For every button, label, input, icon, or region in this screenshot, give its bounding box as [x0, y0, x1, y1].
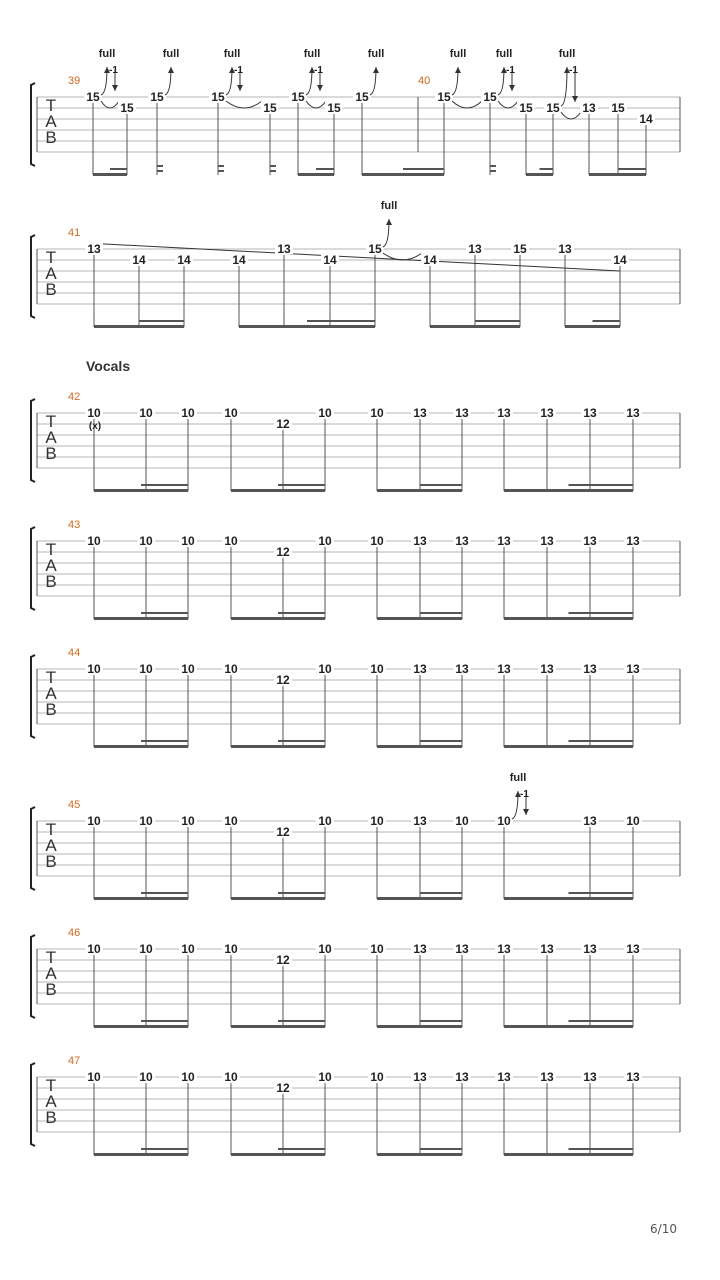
beam — [565, 325, 620, 328]
tab-clef-letter: A — [45, 684, 57, 703]
tab-clef-letter: B — [45, 572, 57, 591]
system-bracket — [31, 83, 35, 166]
fret-number: 10 — [224, 942, 238, 956]
beam — [231, 617, 325, 620]
tie-arc — [561, 112, 581, 119]
fret-number: 15 — [150, 90, 164, 104]
fret-number: 13 — [626, 406, 640, 420]
measure-number: 42 — [68, 391, 81, 403]
beam-secondary — [420, 1148, 463, 1150]
beam — [589, 173, 646, 176]
beam-secondary — [420, 1020, 463, 1022]
tie-arc — [498, 101, 518, 108]
fret-number: 10 — [181, 814, 195, 828]
note-flag — [490, 165, 496, 167]
tab-clef-letter: A — [45, 264, 57, 283]
fret-number: 13 — [540, 942, 554, 956]
fret-number: 10 — [139, 662, 153, 676]
tab-clef-letter: B — [45, 280, 57, 299]
fret-number: 13 — [540, 406, 554, 420]
system-bracket — [31, 807, 35, 890]
fret-number: 15 — [368, 242, 382, 256]
beam-secondary — [141, 892, 188, 894]
release-amount: -1 — [109, 65, 118, 76]
bend-amount: full — [495, 48, 513, 60]
measure-number: 43 — [68, 519, 81, 531]
fret-number: 13 — [583, 406, 597, 420]
fret-number: 13 — [540, 662, 554, 676]
tab-clef-letter: A — [45, 836, 57, 855]
beam-secondary — [139, 320, 184, 322]
beam — [377, 489, 462, 492]
fret-number: 10 — [370, 534, 384, 548]
fret-number: 10 — [139, 942, 153, 956]
beam — [298, 173, 334, 176]
beam — [504, 745, 633, 748]
beam — [504, 1153, 633, 1156]
fret-number: 13 — [413, 814, 427, 828]
measure-number: 39 — [68, 75, 81, 87]
bend-arrowhead — [386, 219, 392, 225]
tab-clef-letter: T — [45, 248, 57, 267]
tab-clef-letter: B — [45, 852, 57, 871]
measure-number: 47 — [68, 1055, 81, 1067]
beam-secondary — [403, 168, 444, 170]
bend-amount: full — [558, 48, 576, 60]
beam — [94, 1025, 188, 1028]
note-flag — [270, 165, 276, 167]
fret-number: 10 — [497, 814, 511, 828]
measure-number: 46 — [68, 927, 81, 939]
beam — [231, 897, 325, 900]
beam-secondary — [569, 484, 634, 486]
beam-secondary — [278, 484, 325, 486]
fret-number: 13 — [497, 662, 511, 676]
fret-number: 12 — [276, 417, 290, 431]
fret-number: 10 — [626, 814, 640, 828]
release-arrowhead — [112, 85, 118, 91]
bend-arrowhead — [168, 67, 174, 73]
fret-number: 10 — [87, 942, 101, 956]
fret-number: 13 — [626, 942, 640, 956]
beam — [231, 1025, 325, 1028]
beam — [377, 1025, 462, 1028]
beam-secondary — [593, 320, 621, 322]
beam-secondary — [141, 484, 188, 486]
fret-number: 10 — [224, 662, 238, 676]
dead-note-marker: (x) — [88, 421, 102, 432]
fret-number: 15 — [483, 90, 497, 104]
beam — [504, 1025, 633, 1028]
tie-arc — [101, 101, 119, 108]
beam-secondary — [540, 168, 554, 170]
beam-secondary — [278, 1020, 325, 1022]
fret-number: 10 — [87, 662, 101, 676]
tie-arc — [226, 101, 262, 108]
release-arrowhead — [509, 85, 515, 91]
beam — [377, 617, 462, 620]
fret-number: 10 — [370, 1070, 384, 1084]
tab-clef-letter: A — [45, 1092, 57, 1111]
tab-clef-letter: T — [45, 668, 57, 687]
fret-number: 12 — [276, 953, 290, 967]
fret-number: 14 — [323, 253, 337, 267]
note-flag — [270, 170, 276, 172]
beam — [94, 325, 184, 328]
tie-arc — [306, 101, 326, 108]
fret-number: 13 — [468, 242, 482, 256]
beam — [504, 617, 633, 620]
fret-number: 14 — [177, 253, 191, 267]
fret-number: 15 — [355, 90, 369, 104]
beam-secondary — [420, 484, 463, 486]
fret-number: 13 — [583, 1070, 597, 1084]
fret-number: 10 — [224, 814, 238, 828]
tab-clef-letter: A — [45, 556, 57, 575]
tab-clef-letter: A — [45, 112, 57, 131]
fret-number: 13 — [582, 101, 596, 115]
bend-amount: full — [162, 48, 180, 60]
fret-number: 13 — [455, 662, 469, 676]
bend-amount: full — [98, 48, 116, 60]
fret-number: 10 — [181, 662, 195, 676]
fret-number: 13 — [626, 1070, 640, 1084]
fret-number: 10 — [139, 406, 153, 420]
measure-number: 40 — [418, 75, 431, 87]
beam-secondary — [420, 892, 463, 894]
fret-number: 10 — [455, 814, 469, 828]
release-amount: -1 — [234, 65, 243, 76]
system-bracket — [31, 655, 35, 738]
bend-amount: full — [380, 200, 398, 212]
note-flag — [218, 170, 224, 172]
tab-clef-letter: T — [45, 820, 57, 839]
release-amount: -1 — [314, 65, 323, 76]
fret-number: 15 — [546, 101, 560, 115]
fret-number: 13 — [497, 534, 511, 548]
fret-number: 10 — [318, 534, 332, 548]
fret-number: 13 — [583, 942, 597, 956]
beam-secondary — [278, 612, 325, 614]
beam-secondary — [278, 740, 325, 742]
fret-number: 15 — [327, 101, 341, 115]
fret-number: 14 — [232, 253, 246, 267]
slide-line — [86, 243, 620, 271]
fret-number: 10 — [318, 1070, 332, 1084]
system-bracket — [31, 935, 35, 1018]
bend-amount: full — [509, 772, 527, 784]
fret-number: 13 — [413, 406, 427, 420]
system-bracket — [31, 1063, 35, 1146]
tab-clef-letter: T — [45, 412, 57, 431]
system-bracket — [31, 235, 35, 318]
fret-number: 13 — [558, 242, 572, 256]
tab-clef-letter: T — [45, 948, 57, 967]
beam-secondary — [475, 320, 520, 322]
fret-number: 10 — [181, 534, 195, 548]
fret-number: 13 — [583, 662, 597, 676]
beam — [504, 897, 633, 900]
beam — [231, 745, 325, 748]
beam — [526, 173, 553, 176]
fret-number: 13 — [413, 534, 427, 548]
fret-number: 13 — [497, 1070, 511, 1084]
system-bracket — [31, 527, 35, 610]
fret-number: 13 — [455, 1070, 469, 1084]
beam-secondary — [307, 320, 375, 322]
beam-secondary — [316, 168, 334, 170]
fret-number: 13 — [626, 534, 640, 548]
beam — [377, 1153, 462, 1156]
tab-clef-letter: B — [45, 128, 57, 147]
fret-number: 10 — [181, 942, 195, 956]
bend-amount: full — [303, 48, 321, 60]
fret-number: 10 — [87, 534, 101, 548]
tie-arc — [452, 101, 482, 108]
measure-number: 44 — [68, 647, 81, 659]
beam — [94, 745, 188, 748]
fret-number: 10 — [139, 1070, 153, 1084]
beam-secondary — [618, 168, 647, 170]
fret-number: 13 — [277, 242, 291, 256]
tab-clef-letter: A — [45, 964, 57, 983]
beam — [94, 617, 188, 620]
bend-amount: full — [367, 48, 385, 60]
beam-secondary — [141, 740, 188, 742]
fret-number: 10 — [224, 406, 238, 420]
fret-number: 10 — [318, 814, 332, 828]
release-amount: -1 — [520, 789, 529, 800]
fret-number: 15 — [611, 101, 625, 115]
fret-number: 13 — [413, 942, 427, 956]
beam-secondary — [110, 168, 127, 170]
fret-number: 10 — [139, 814, 153, 828]
fret-number: 13 — [455, 942, 469, 956]
beam — [377, 897, 462, 900]
tab-clef-letter: B — [45, 444, 57, 463]
bend-arrowhead — [455, 67, 461, 73]
beam-secondary — [569, 1148, 634, 1150]
fret-number: 10 — [87, 406, 101, 420]
tab-clef-letter: A — [45, 428, 57, 447]
release-amount: -1 — [569, 65, 578, 76]
release-arrowhead — [572, 96, 578, 102]
section-label: Vocals — [86, 358, 131, 374]
fret-number: 12 — [276, 673, 290, 687]
beam-secondary — [569, 612, 634, 614]
fret-number: 13 — [583, 534, 597, 548]
release-arrowhead — [237, 85, 243, 91]
beam — [377, 745, 462, 748]
release-arrowhead — [523, 809, 529, 815]
beam — [231, 489, 325, 492]
beam-secondary — [278, 1148, 325, 1150]
fret-number: 13 — [540, 1070, 554, 1084]
system-bracket — [31, 399, 35, 482]
tab-clef-letter: B — [45, 700, 57, 719]
tab-clef-letter: T — [45, 1076, 57, 1095]
note-flag — [157, 165, 163, 167]
fret-number: 14 — [613, 253, 627, 267]
release-amount: -1 — [506, 65, 515, 76]
fret-number: 10 — [318, 406, 332, 420]
fret-number: 14 — [132, 253, 146, 267]
beam — [94, 489, 188, 492]
fret-number: 13 — [497, 406, 511, 420]
fret-number: 12 — [276, 545, 290, 559]
beam-secondary — [141, 612, 188, 614]
fret-number: 13 — [455, 406, 469, 420]
fret-number: 15 — [263, 101, 277, 115]
fret-number: 14 — [639, 112, 653, 126]
fret-number: 10 — [318, 662, 332, 676]
fret-number: 15 — [513, 242, 527, 256]
fret-number: 15 — [211, 90, 225, 104]
tab-clef-letter: B — [45, 1108, 57, 1127]
fret-number: 12 — [276, 825, 290, 839]
fret-number: 10 — [370, 814, 384, 828]
note-flag — [218, 165, 224, 167]
fret-number: 10 — [318, 942, 332, 956]
fret-number: 13 — [540, 534, 554, 548]
fret-number: 10 — [224, 534, 238, 548]
beam-secondary — [569, 1020, 634, 1022]
beam-secondary — [569, 892, 634, 894]
fret-number: 13 — [413, 1070, 427, 1084]
fret-number: 15 — [437, 90, 451, 104]
fret-number: 10 — [87, 814, 101, 828]
fret-number: 10 — [370, 942, 384, 956]
tab-clef-letter: T — [45, 540, 57, 559]
fret-number: 15 — [519, 101, 533, 115]
fret-number: 10 — [87, 1070, 101, 1084]
beam — [94, 897, 188, 900]
note-flag — [157, 170, 163, 172]
fret-number: 13 — [87, 242, 101, 256]
beam-secondary — [420, 612, 463, 614]
tab-clef-letter: B — [45, 980, 57, 999]
beam-secondary — [420, 740, 463, 742]
fret-number: 12 — [276, 1081, 290, 1095]
beam-secondary — [569, 740, 634, 742]
fret-number: 15 — [120, 101, 134, 115]
beam-secondary — [141, 1020, 188, 1022]
beam-secondary — [141, 1148, 188, 1150]
measure-number: 45 — [68, 799, 81, 811]
beam — [231, 1153, 325, 1156]
fret-number: 15 — [291, 90, 305, 104]
fret-number: 10 — [181, 406, 195, 420]
bend-amount: full — [223, 48, 241, 60]
page-number: 6/10 — [650, 1222, 677, 1236]
fret-number: 10 — [181, 1070, 195, 1084]
beam-secondary — [278, 892, 325, 894]
beam — [94, 1153, 188, 1156]
fret-number: 10 — [370, 662, 384, 676]
fret-number: 10 — [139, 534, 153, 548]
bend-amount: full — [449, 48, 467, 60]
beam — [93, 173, 127, 176]
bend-arrowhead — [373, 67, 379, 73]
fret-number: 14 — [423, 253, 437, 267]
fret-number: 13 — [626, 662, 640, 676]
beam — [430, 325, 520, 328]
fret-number: 13 — [413, 662, 427, 676]
fret-number: 13 — [497, 942, 511, 956]
fret-number: 13 — [455, 534, 469, 548]
fret-number: 15 — [86, 90, 100, 104]
beam — [362, 173, 444, 176]
beam — [239, 325, 375, 328]
fret-number: 10 — [224, 1070, 238, 1084]
fret-number: 13 — [583, 814, 597, 828]
tab-clef-letter: T — [45, 96, 57, 115]
measure-number: 41 — [68, 227, 81, 239]
fret-number: 10 — [370, 406, 384, 420]
release-arrowhead — [317, 85, 323, 91]
beam — [504, 489, 633, 492]
note-flag — [490, 170, 496, 172]
